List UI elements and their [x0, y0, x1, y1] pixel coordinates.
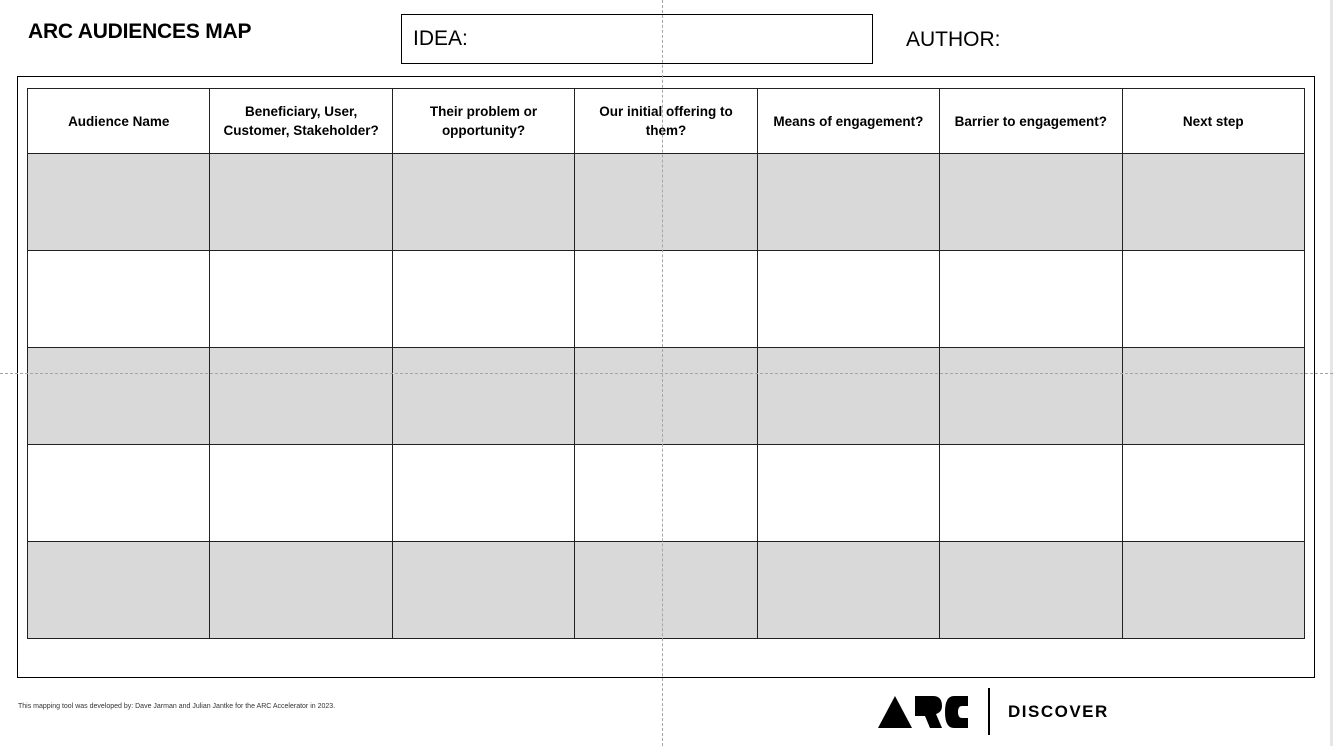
column-header-audience-name: Audience Name: [28, 89, 210, 154]
table-cell[interactable]: [210, 542, 392, 639]
table-cell[interactable]: [210, 348, 392, 445]
logo-divider: [988, 688, 990, 735]
column-header-barrier: Barrier to engagement?: [940, 89, 1122, 154]
table-cell[interactable]: [575, 445, 757, 542]
table-cell[interactable]: [210, 251, 392, 348]
table-cell[interactable]: [1122, 542, 1304, 639]
table-cell[interactable]: [1122, 445, 1304, 542]
column-header-next-step: Next step: [1122, 89, 1304, 154]
idea-field[interactable]: [401, 14, 873, 64]
table-cell[interactable]: [940, 542, 1122, 639]
table-cell[interactable]: [940, 445, 1122, 542]
table-cell[interactable]: [575, 154, 757, 251]
table-cell[interactable]: [940, 348, 1122, 445]
table-cell[interactable]: [1122, 251, 1304, 348]
table-header-row: [28, 89, 1305, 154]
table-cell[interactable]: [940, 251, 1122, 348]
table-cell[interactable]: [210, 445, 392, 542]
audiences-table: [27, 88, 1305, 639]
column-header-beneficiary: Beneficiary, User, Customer, Stakeholder?: [210, 89, 392, 154]
table-cell[interactable]: [940, 154, 1122, 251]
table-cell[interactable]: [757, 251, 939, 348]
table-cell[interactable]: [28, 251, 210, 348]
table-row: [28, 154, 1305, 251]
table-cell[interactable]: [575, 348, 757, 445]
author-label: AUTHOR:: [906, 28, 1001, 51]
table-cell[interactable]: [28, 154, 210, 251]
table-cell[interactable]: [392, 542, 574, 639]
table-cell[interactable]: [757, 154, 939, 251]
page-title: ARC AUDIENCES MAP: [28, 20, 252, 43]
table-cell[interactable]: [392, 348, 574, 445]
table-cell[interactable]: [210, 154, 392, 251]
logo-discover-text: DISCOVER: [1008, 702, 1109, 721]
table-row: [28, 348, 1305, 445]
table-row: [28, 542, 1305, 639]
table-cell[interactable]: [757, 542, 939, 639]
idea-label: IDEA:: [413, 27, 468, 50]
table-cell[interactable]: [392, 154, 574, 251]
table-row: [28, 445, 1305, 542]
table-row: [28, 251, 1305, 348]
table-cell[interactable]: [575, 251, 757, 348]
table-cell[interactable]: [392, 251, 574, 348]
table-cell[interactable]: [757, 445, 939, 542]
table-cell[interactable]: [757, 348, 939, 445]
table-cell[interactable]: [28, 348, 210, 445]
column-header-problem: Their problem or opportunity?: [392, 89, 574, 154]
table-cell[interactable]: [1122, 348, 1304, 445]
column-header-offering: Our initial offering to them?: [575, 89, 757, 154]
table-cell[interactable]: [1122, 154, 1304, 251]
table-cell[interactable]: [28, 445, 210, 542]
table-cell[interactable]: [575, 542, 757, 639]
table-cell[interactable]: [28, 542, 210, 639]
table-cell[interactable]: [392, 445, 574, 542]
column-header-means: Means of engagement?: [757, 89, 939, 154]
credit-text: This mapping tool was developed by: Dave Jarman and Julian Jantke for the ARC Accelerator in 2023.: [18, 703, 336, 710]
